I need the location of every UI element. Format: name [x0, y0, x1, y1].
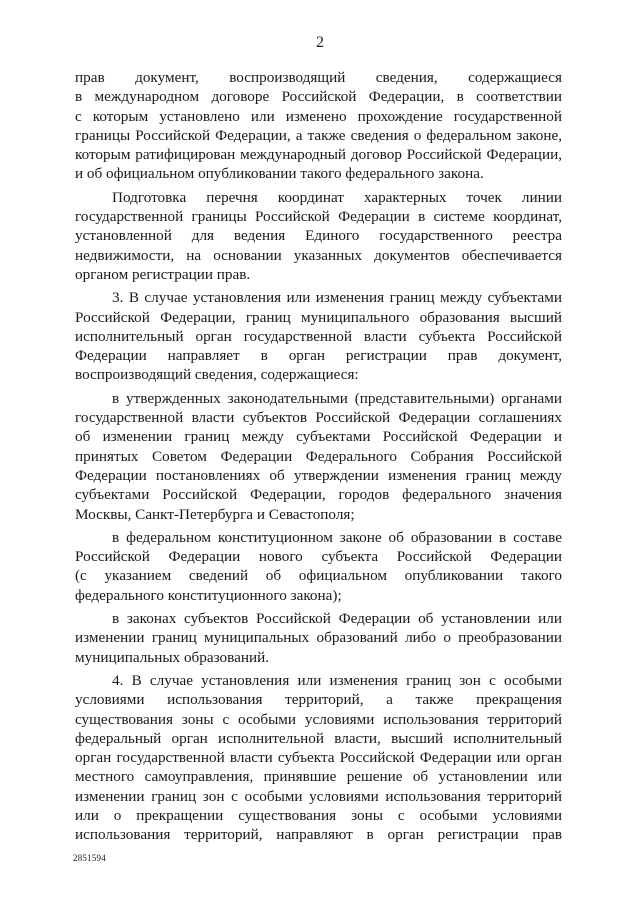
text-line: Москвы, Санкт-Петербурга и Севастополя; — [75, 505, 355, 523]
text-line: (с указанием сведений об официальном опубликовании такого — [75, 567, 562, 585]
paragraph — [75, 68, 562, 184]
text-line: воспроизводящий сведения, содержащиеся: — [75, 366, 359, 384]
text-line: об изменении границ между субъектами Российской Федерации и — [75, 428, 562, 446]
text-line: использования территорий, направляют в орган регистрации прав — [75, 826, 562, 844]
text-line: в федеральном конституционном законе об образовании в составе — [112, 528, 562, 546]
text-line: и об официальном опубликовании такого федерального закона. — [75, 165, 484, 183]
text-line: местного самоуправления, принявшие решение об установлении или — [75, 768, 562, 786]
text-line: 3. В случае установления или изменения границ между субъектами — [112, 289, 562, 307]
text-line: органом регистрации прав. — [75, 265, 251, 283]
text-line: с которым установлено или изменено прохождение государственной — [75, 107, 562, 125]
text-line: Российской Федерации, границ муниципального образования высший — [75, 308, 562, 326]
text-line: в утвержденных законодательными (представительными) органами — [112, 389, 562, 407]
paragraph — [75, 389, 562, 524]
text-line: Российской Федерации нового субъекта Российской Федерации — [75, 548, 562, 566]
text-line: изменении границ зон с особыми условиями использования территорий — [75, 787, 562, 805]
paragraph — [75, 671, 562, 845]
text-line: существования зоны с особыми условиями использования территорий — [75, 710, 562, 728]
paragraph — [75, 609, 562, 667]
paragraph — [75, 188, 562, 284]
text-line: исполнительный орган государственной власти субъекта Российской — [75, 327, 562, 345]
text-line: 4. В случае установления или изменения границ зон с особыми — [112, 671, 562, 689]
text-line: Федерации постановлениях об утверждении изменения границ между — [75, 466, 562, 484]
text-line: Федерации направляет в орган регистрации прав документ, — [75, 347, 562, 365]
text-line: субъектами Российской Федерации, городов федерального значения — [75, 486, 562, 504]
document-code: 2851594 — [73, 853, 106, 863]
text-line: в международном договоре Российской Федерации, в соответствии — [75, 88, 562, 106]
text-line: или о прекращении существования зоны с особыми условиями — [75, 806, 562, 824]
paragraph — [75, 528, 562, 605]
text-line: орган государственной власти субъекта Российской Федерации или орган — [75, 749, 562, 767]
text-line: государственной власти субъектов Российской Федерации соглашениях — [75, 409, 562, 427]
text-line: федеральный орган исполнительной власти, высший исполнительный — [75, 729, 562, 747]
text-line: Подготовка перечня координат характерных точек линии — [112, 188, 562, 206]
text-line: недвижимости, на основании указанных документов обеспечивается — [75, 246, 562, 264]
text-line: установленной для ведения Единого государственного реестра — [75, 227, 562, 245]
text-line: границы Российской Федерации, а также сведения о федеральном законе, — [75, 126, 562, 144]
text-line: изменении границ муниципальных образований либо о преобразовании — [75, 629, 562, 647]
text-line: государственной границы Российской Федерации в системе координат, — [75, 208, 562, 226]
text-line: прав документ, воспроизводящий сведения, содержащиеся — [75, 69, 562, 86]
document-body — [75, 68, 562, 845]
text-line: федерального конституционного закона); — [75, 586, 342, 604]
text-line: условиями использования территорий, а также прекращения — [75, 691, 562, 709]
page-number: 2 — [316, 34, 324, 51]
paragraph — [75, 288, 562, 384]
text-line: в законах субъектов Российской Федерации об установлении или — [112, 610, 562, 628]
text-line: принятых Советом Федерации Федерального Собрания Российской — [75, 447, 562, 465]
text-line: муниципальных образований. — [75, 648, 269, 666]
text-line: которым ратифицирован международный договор Российской Федерации, — [75, 146, 562, 164]
